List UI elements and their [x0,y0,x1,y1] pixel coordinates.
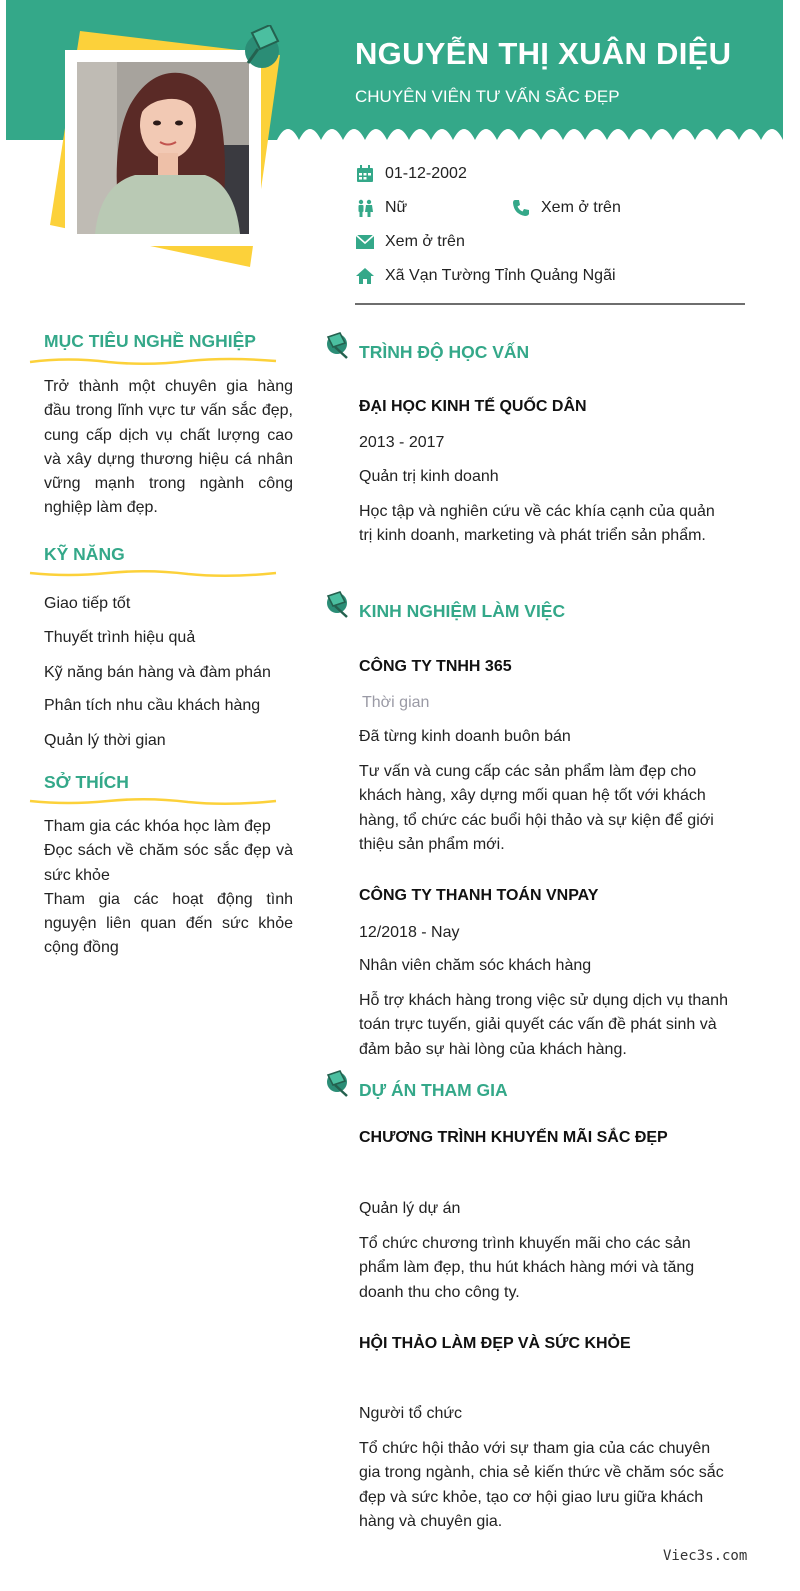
skill-item: Thuyết trình hiệu quả [44,629,196,646]
project-role: Người tổ chức [359,1405,463,1422]
objective-text: Trở thành một chuyên gia hàng đầu trong lĩnh vực tư vấn sắc đẹp, cung cấp dịch vụ chất lượng cao và xây dựng thương hiệu cá nhân vững mạnh trong ngành công nghiệp làm đẹp. [44,378,293,517]
calendar-icon [355,164,375,184]
education-school: ĐẠI HỌC KINH TẾ QUỐC DÂN [359,398,587,415]
project-role: Quản lý dự án [359,1200,461,1217]
job-title: CHUYÊN VIÊN TƯ VẤN SẮC ĐẸP [355,87,620,106]
phone-value: Xem ở trên [541,199,621,216]
hobbies-heading: SỞ THÍCH [44,772,129,792]
objective-heading: MỤC TIÊU NGHỀ NGHIỆP [44,331,256,351]
contact-email [355,232,465,252]
pushpin-icon [323,331,353,361]
contact-gender [355,198,407,218]
contact-phone [511,198,621,218]
envelope-icon [355,232,375,252]
hobby-item: Đọc sách về chăm sóc sắc đẹp và sức khỏe [44,842,293,884]
projects-heading: DỰ ÁN THAM GIA [359,1080,508,1100]
pushpin-icon [323,590,353,620]
experience-company: CÔNG TY TNHH 365 [359,658,512,675]
experience-time: 12/2018 - Nay [359,924,460,941]
experience-role: Nhân viên chăm sóc khách hàng [359,957,592,974]
project-description: Tổ chức chương trình khuyến mãi cho các sản phẩm làm đẹp, thu hút khách hàng mới và tăng doanh thu cho công ty. [359,1235,695,1301]
hobbies-list [44,815,293,961]
experience-time-placeholder: Thời gian [362,694,430,711]
contact-birthday [355,164,467,184]
skill-item: Giao tiếp tốt [44,595,131,612]
hobby-item: Tham gia các hoạt động tình nguyện liên quan đến sức khỏe cộng đồng [44,890,293,957]
project-name: CHƯƠNG TRÌNH KHUYẾN MÃI SẮC ĐẸP [359,1129,668,1146]
home-icon [355,266,375,286]
email-value: Xem ở trên [385,233,465,250]
birthday-value: 01-12-2002 [385,165,467,182]
education-description: Học tập và nghiên cứu về các khía cạnh của quản trị kinh doanh, marketing và phát triển sản phẩm. [359,503,715,545]
hobby-item: Tham gia các khóa học làm đẹp [44,818,271,835]
pushpin-icon [323,1069,353,1099]
profile-photo [40,25,290,275]
gender-icon [355,198,375,218]
experience-description: Tư vấn và cung cấp các sản phẩm làm đẹp cho khách hàng, xây dựng mối quan hệ tốt với khách hàng, tổ chức các buổi hội thảo và sự kiện để giới thiệu sản phẩm mới. [359,763,714,853]
gender-value: Nữ [385,199,408,216]
education-time: 2013 - 2017 [359,434,445,451]
phone-icon [511,198,531,218]
education-heading: TRÌNH ĐỘ HỌC VẤN [359,342,530,362]
hobbies-underline [28,796,278,808]
skill-item: Kỹ năng bán hàng và đàm phán [44,664,271,681]
contact-divider [355,303,745,305]
skills-underline [28,568,278,580]
candidate-name: NGUYỄN THỊ XUÂN DIỆU [355,36,732,71]
contact-address [355,266,616,286]
experience-heading: KINH NGHIỆM LÀM VIỆC [359,601,566,621]
experience-company: CÔNG TY THANH TOÁN VNPAY [359,887,599,904]
watermark: Viec3s.com [663,1548,748,1564]
skill-item: Phân tích nhu cầu khách hàng [44,697,261,714]
experience-role: Đã từng kinh doanh buôn bán [359,728,571,745]
address-value: Xã Vạn Tường Tỉnh Quảng Ngãi [385,267,616,284]
project-name: HỘI THẢO LÀM ĐẸP VÀ SỨC KHỎE [359,1335,631,1352]
skills-heading: KỸ NĂNG [44,544,125,564]
experience-description: Hỗ trợ khách hàng trong việc sử dụng dịch vụ thanh toán trực tuyến, giải quyết các vấn đề phát sinh và đảm bảo sự hài lòng của khách hàng. [359,992,728,1058]
education-major: Quản trị kinh doanh [359,468,499,485]
project-description: Tổ chức hội thảo với sự tham gia của các chuyên gia trong ngành, chia sẻ kiến thức về chăm sóc sắc đẹp và sức khỏe, tạo cơ hội giao lưu giữa khách hàng và chuyên gia. [359,1440,724,1530]
skill-item: Quản lý thời gian [44,732,166,749]
objective-underline [28,355,278,367]
